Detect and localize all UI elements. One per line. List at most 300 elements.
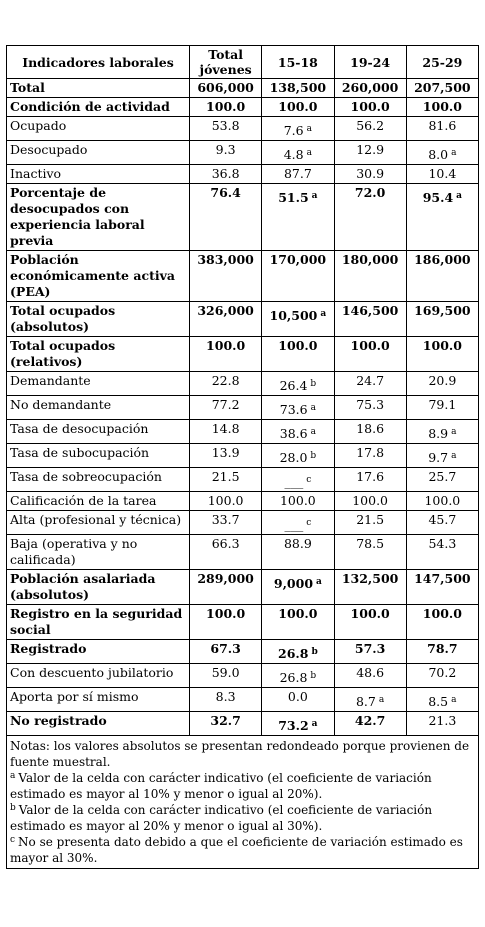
table-cell [334,165,406,184]
cell-value [356,512,384,527]
table-cell [190,396,262,420]
value-text: 95.4 [422,190,454,205]
cell-value [356,397,384,412]
table-cell [406,165,478,184]
value-text: 14.8 [211,421,240,436]
value-text: 87.7 [283,166,312,181]
table-cell [190,251,262,302]
table-cell [334,251,406,302]
value-text: 70.2 [428,665,457,680]
table-cell [406,444,478,468]
cell-value [284,118,312,139]
cell-value [274,571,322,592]
footnote-text: Valor de la celda con carácter indicativo (el coeficiente de variación estimado es mayor al 20% y menor o igual al 30%). [10,803,433,833]
cell-value [428,445,456,466]
table-cell [262,396,334,420]
table-cell [262,640,334,664]
row-label: Tasa de subocupación [7,444,190,468]
cell-value [428,512,456,527]
footnote-marker: a [10,771,16,781]
table-cell [334,468,406,492]
table-cell [334,570,406,605]
row-label: Registrado [7,640,190,664]
cell-value [197,571,254,586]
table-cell [262,688,334,712]
value-text: 30.9 [356,166,385,181]
value-text: 100.0 [422,99,462,114]
table-cell [190,372,262,396]
row-label: Con descuento jubilatorio [7,664,190,688]
value-text: 13.9 [211,445,240,460]
value-text: 28.0 [279,450,308,465]
cell-value [280,373,317,394]
value-text: 26.8 [278,646,309,661]
table-row [7,640,479,664]
value-text: 88.9 [283,536,312,551]
table-cell [334,117,406,141]
table-cell [334,396,406,420]
table-row [7,511,479,535]
cell-value [356,536,384,551]
table-row [7,117,479,141]
value-text: 17.8 [356,445,385,460]
cell-value [414,252,471,267]
table-cell [190,165,262,184]
cell-value [355,641,385,656]
cell-value [356,373,384,388]
table-cell [406,184,478,251]
value-text: 53.8 [211,118,240,133]
table-cell [334,605,406,640]
value-text: 42.7 [354,713,386,728]
table-cell [190,492,262,511]
cell-value [284,142,312,163]
footnote-mark: a [456,191,463,201]
cell-value [270,80,327,95]
table-row [7,251,479,302]
cell-value [355,185,385,200]
header-25-29: 25-29 [406,46,478,79]
table-cell [190,664,262,688]
value-text: 100.0 [278,338,318,353]
cell-value [342,571,399,586]
cell-value [428,397,456,412]
table-cell [262,184,334,251]
table-cell [262,444,334,468]
table-cell [334,492,406,511]
value-text: 20.9 [428,373,457,388]
table-cell [406,251,478,302]
table-cell [262,570,334,605]
value-text: 26.4 [279,378,308,393]
value-text: 21.5 [211,469,240,484]
footnote-mark: a [378,695,385,705]
value-text: 147,500 [414,571,471,586]
value-text: 9.7 [428,450,449,465]
cell-value [206,606,245,621]
table-cell [262,98,334,117]
value-text: 54.3 [428,536,457,551]
table-cell [334,98,406,117]
value-text: 186,000 [414,252,471,267]
cell-value [280,665,317,686]
table-row [7,98,479,117]
cell-value [210,185,240,200]
value-text: 8.0 [428,147,449,162]
table-cell [262,535,334,570]
value-text: 260,000 [341,80,399,95]
labor-indicators-table-container [6,45,479,869]
table-cell [190,302,262,337]
cell-value [270,252,327,267]
footnote-marker: c [10,835,16,845]
table-row [7,605,479,640]
row-label: Aporta por sí mismo [7,688,190,712]
notes-row [7,736,479,869]
value-text: 383,000 [197,252,254,267]
table-cell [190,420,262,444]
cell-value [423,338,462,353]
cell-value [355,713,385,728]
table-cell [406,511,478,535]
value-text: ___ [284,517,304,532]
value-text: 100.0 [278,606,318,621]
table-cell [190,468,262,492]
value-text: 51.5 [278,190,309,205]
table-row [7,570,479,605]
cell-value [278,99,317,114]
value-text: 33.7 [211,512,240,527]
table-row [7,396,479,420]
cell-value [216,689,236,704]
footnote-mark: a [451,148,457,158]
value-text: 38.6 [279,426,308,441]
value-text: 100.0 [206,99,246,114]
cell-value [197,80,254,95]
row-label: Desocupado [7,141,190,165]
cell-value [342,80,399,95]
cell-value [212,373,240,388]
value-text: 289,000 [197,571,254,586]
table-cell [262,337,334,372]
value-text: 22.8 [211,373,240,388]
cell-value [206,338,245,353]
cell-value [278,641,318,662]
table-cell [190,535,262,570]
cell-value [428,536,456,551]
table-row [7,468,479,492]
table-cell [334,302,406,337]
value-text: 8.5 [428,694,449,709]
header-15-18: 15-18 [262,46,334,79]
value-text: 21.3 [428,713,457,728]
footnote-mark: a [306,148,312,158]
cell-value [428,713,456,728]
table-cell [334,640,406,664]
footnote-text: Valor de la celda con carácter indicativo (el coeficiente de variación estimado es mayor al 10% y menor o igual al 20%). [10,771,432,801]
cell-value [414,80,471,95]
value-text: 17.6 [356,469,385,484]
value-text: 606,000 [197,80,254,95]
table-cell [334,420,406,444]
cell-value [414,571,471,586]
value-text: 100.0 [278,99,318,114]
table-cell [406,712,478,736]
value-text: 75.3 [356,397,385,412]
cell-value [428,421,456,442]
footnote [10,802,475,834]
table-header-row [7,46,479,79]
table-row [7,664,479,688]
cell-value [210,641,240,656]
footnote-mark: a [451,695,457,705]
footnote-mark: a [316,577,322,587]
cell-value [414,303,471,318]
cell-value [428,166,456,181]
cell-value [206,99,245,114]
value-text: 146,500 [341,303,399,318]
value-text: 100.0 [350,606,390,621]
table-cell [190,337,262,372]
table-cell [262,468,334,492]
cell-value [212,512,240,527]
cell-value [342,303,399,318]
cell-value [280,397,316,418]
table-cell [262,664,334,688]
value-text: 100.0 [206,338,246,353]
table-cell [262,117,334,141]
footnote [10,834,475,866]
table-cell [190,570,262,605]
cell-value [352,493,388,508]
value-text: 7.6 [283,123,304,138]
table-cell [262,79,334,98]
value-text: 73.2 [278,718,309,733]
cell-value [351,338,390,353]
cell-value [356,142,384,157]
value-text: 25.7 [428,469,457,484]
table-cell [334,712,406,736]
cell-value [212,397,240,412]
cell-value [428,142,456,163]
cell-value [270,303,327,324]
value-text: 73.6 [279,402,308,417]
table-cell [262,511,334,535]
cell-value [356,689,384,710]
table-cell [190,640,262,664]
footnote-mark: c [306,518,312,528]
row-label: Total ocupados (absolutos) [7,302,190,337]
cell-value [278,338,317,353]
table-row [7,535,479,570]
value-text: 66.3 [211,536,240,551]
row-label: Ocupado [7,117,190,141]
value-text: 100.0 [424,493,461,508]
row-label: Porcentaje de desocupados con experiencia laboral previa [7,184,190,251]
table-cell [334,664,406,688]
value-text: 100.0 [279,493,316,508]
table-row [7,372,479,396]
table-cell [262,141,334,165]
footnote-text: Notas: los valores absolutos se presentan redondeado porque provienen de fuente muestral. [10,739,470,769]
labor-indicators-table [6,45,479,869]
value-text: 36.8 [211,166,240,181]
value-text: 100.0 [352,493,389,508]
table-cell [262,492,334,511]
value-text: 100.0 [206,606,246,621]
table-cell [334,337,406,372]
table-cell [406,468,478,492]
cell-value [278,713,317,734]
footnote-mark: c [306,475,312,485]
value-text: 26.8 [279,670,308,685]
row-label: Calificación de la tarea [7,492,190,511]
value-text: 207,500 [414,80,471,95]
table-cell [334,511,406,535]
value-text: 48.6 [356,665,385,680]
cell-value [351,99,390,114]
row-label: Tasa de desocupación [7,420,190,444]
cell-value [284,512,311,533]
table-row [7,302,479,337]
footnote-mark: a [311,191,318,201]
cell-value [212,118,240,133]
value-text: 180,000 [341,252,399,267]
table-row [7,420,479,444]
cell-value [197,252,254,267]
cell-value [216,142,236,157]
value-text: 56.2 [356,118,385,133]
value-text: 57.3 [354,641,386,656]
table-cell [190,688,262,712]
table-row [7,492,479,511]
cell-value [284,536,312,551]
table-row [7,165,479,184]
table-cell [262,251,334,302]
cell-value [208,493,244,508]
value-text: 169,500 [414,303,471,318]
table-cell [190,712,262,736]
table-row [7,141,479,165]
cell-value [428,469,456,484]
cell-value [288,689,308,704]
value-text: 59.0 [211,665,240,680]
table-cell [190,184,262,251]
table-cell [190,444,262,468]
footnote-marker: b [10,803,16,813]
row-label: No registrado [7,712,190,736]
footnote [10,738,475,770]
table-cell [406,302,478,337]
value-text: 100.0 [350,99,390,114]
table-cell [406,664,478,688]
table-cell [406,640,478,664]
value-text: 21.5 [356,512,385,527]
row-label: Alta (profesional y técnica) [7,511,190,535]
cell-value [356,166,384,181]
footnote-mark: b [310,451,317,461]
cell-value [356,665,384,680]
footnote-mark: a [320,309,327,319]
cell-value [212,421,240,436]
value-text: 4.8 [283,147,304,162]
table-cell [262,165,334,184]
table-cell [190,98,262,117]
value-text: 72.0 [354,185,386,200]
table-cell [190,511,262,535]
table-cell [406,372,478,396]
value-text: 32.7 [210,713,241,728]
cell-value [356,421,384,436]
row-label: Total [7,79,190,98]
table-cell [334,688,406,712]
table-cell [262,372,334,396]
footnote-mark: b [310,671,317,681]
footnote-mark: a [451,451,457,461]
footnote-text: No se presenta dato debido a que el coeficiente de variación estimado es mayor al 30%. [10,835,463,865]
header-19-24: 19-24 [334,46,406,79]
value-text: 8.7 [355,694,376,709]
value-text: 10.4 [428,166,457,181]
cell-value [197,303,254,318]
cell-value [212,166,240,181]
table-cell [406,337,478,372]
cell-value [280,421,316,442]
cell-value [424,493,460,508]
table-row [7,79,479,98]
header-total: Total jóvenes [190,46,262,79]
row-label: Condición de actividad [7,98,190,117]
value-text: 78.5 [356,536,385,551]
table-cell [334,141,406,165]
cell-value [280,493,316,508]
value-text: 78.7 [427,641,458,656]
footnote-mark: a [306,124,312,134]
cell-value [212,445,240,460]
value-text: 79.1 [428,397,457,412]
row-label: Demandante [7,372,190,396]
value-text: 132,500 [341,571,399,586]
cell-value [212,469,240,484]
table-cell [262,712,334,736]
cell-value [428,665,456,680]
footnote-mark: a [311,719,318,729]
value-text: 18.6 [356,421,385,436]
cell-value [428,689,456,710]
table-cell [190,117,262,141]
value-text: 100.0 [422,606,462,621]
table-cell [190,605,262,640]
row-label: Tasa de sobreocupación [7,468,190,492]
cell-value [423,99,462,114]
table-cell [262,302,334,337]
cell-value [212,665,240,680]
table-cell [334,184,406,251]
cell-value [342,252,399,267]
footnote [10,770,475,802]
value-text: 138,500 [269,80,327,95]
table-body [7,79,479,736]
value-text: 170,000 [269,252,327,267]
value-text: 100.0 [207,493,244,508]
cell-value [212,536,240,551]
cell-value [356,118,384,133]
cell-value [210,713,240,728]
table-row [7,688,479,712]
cell-value [428,373,456,388]
value-text: 24.7 [356,373,385,388]
table-cell [262,420,334,444]
